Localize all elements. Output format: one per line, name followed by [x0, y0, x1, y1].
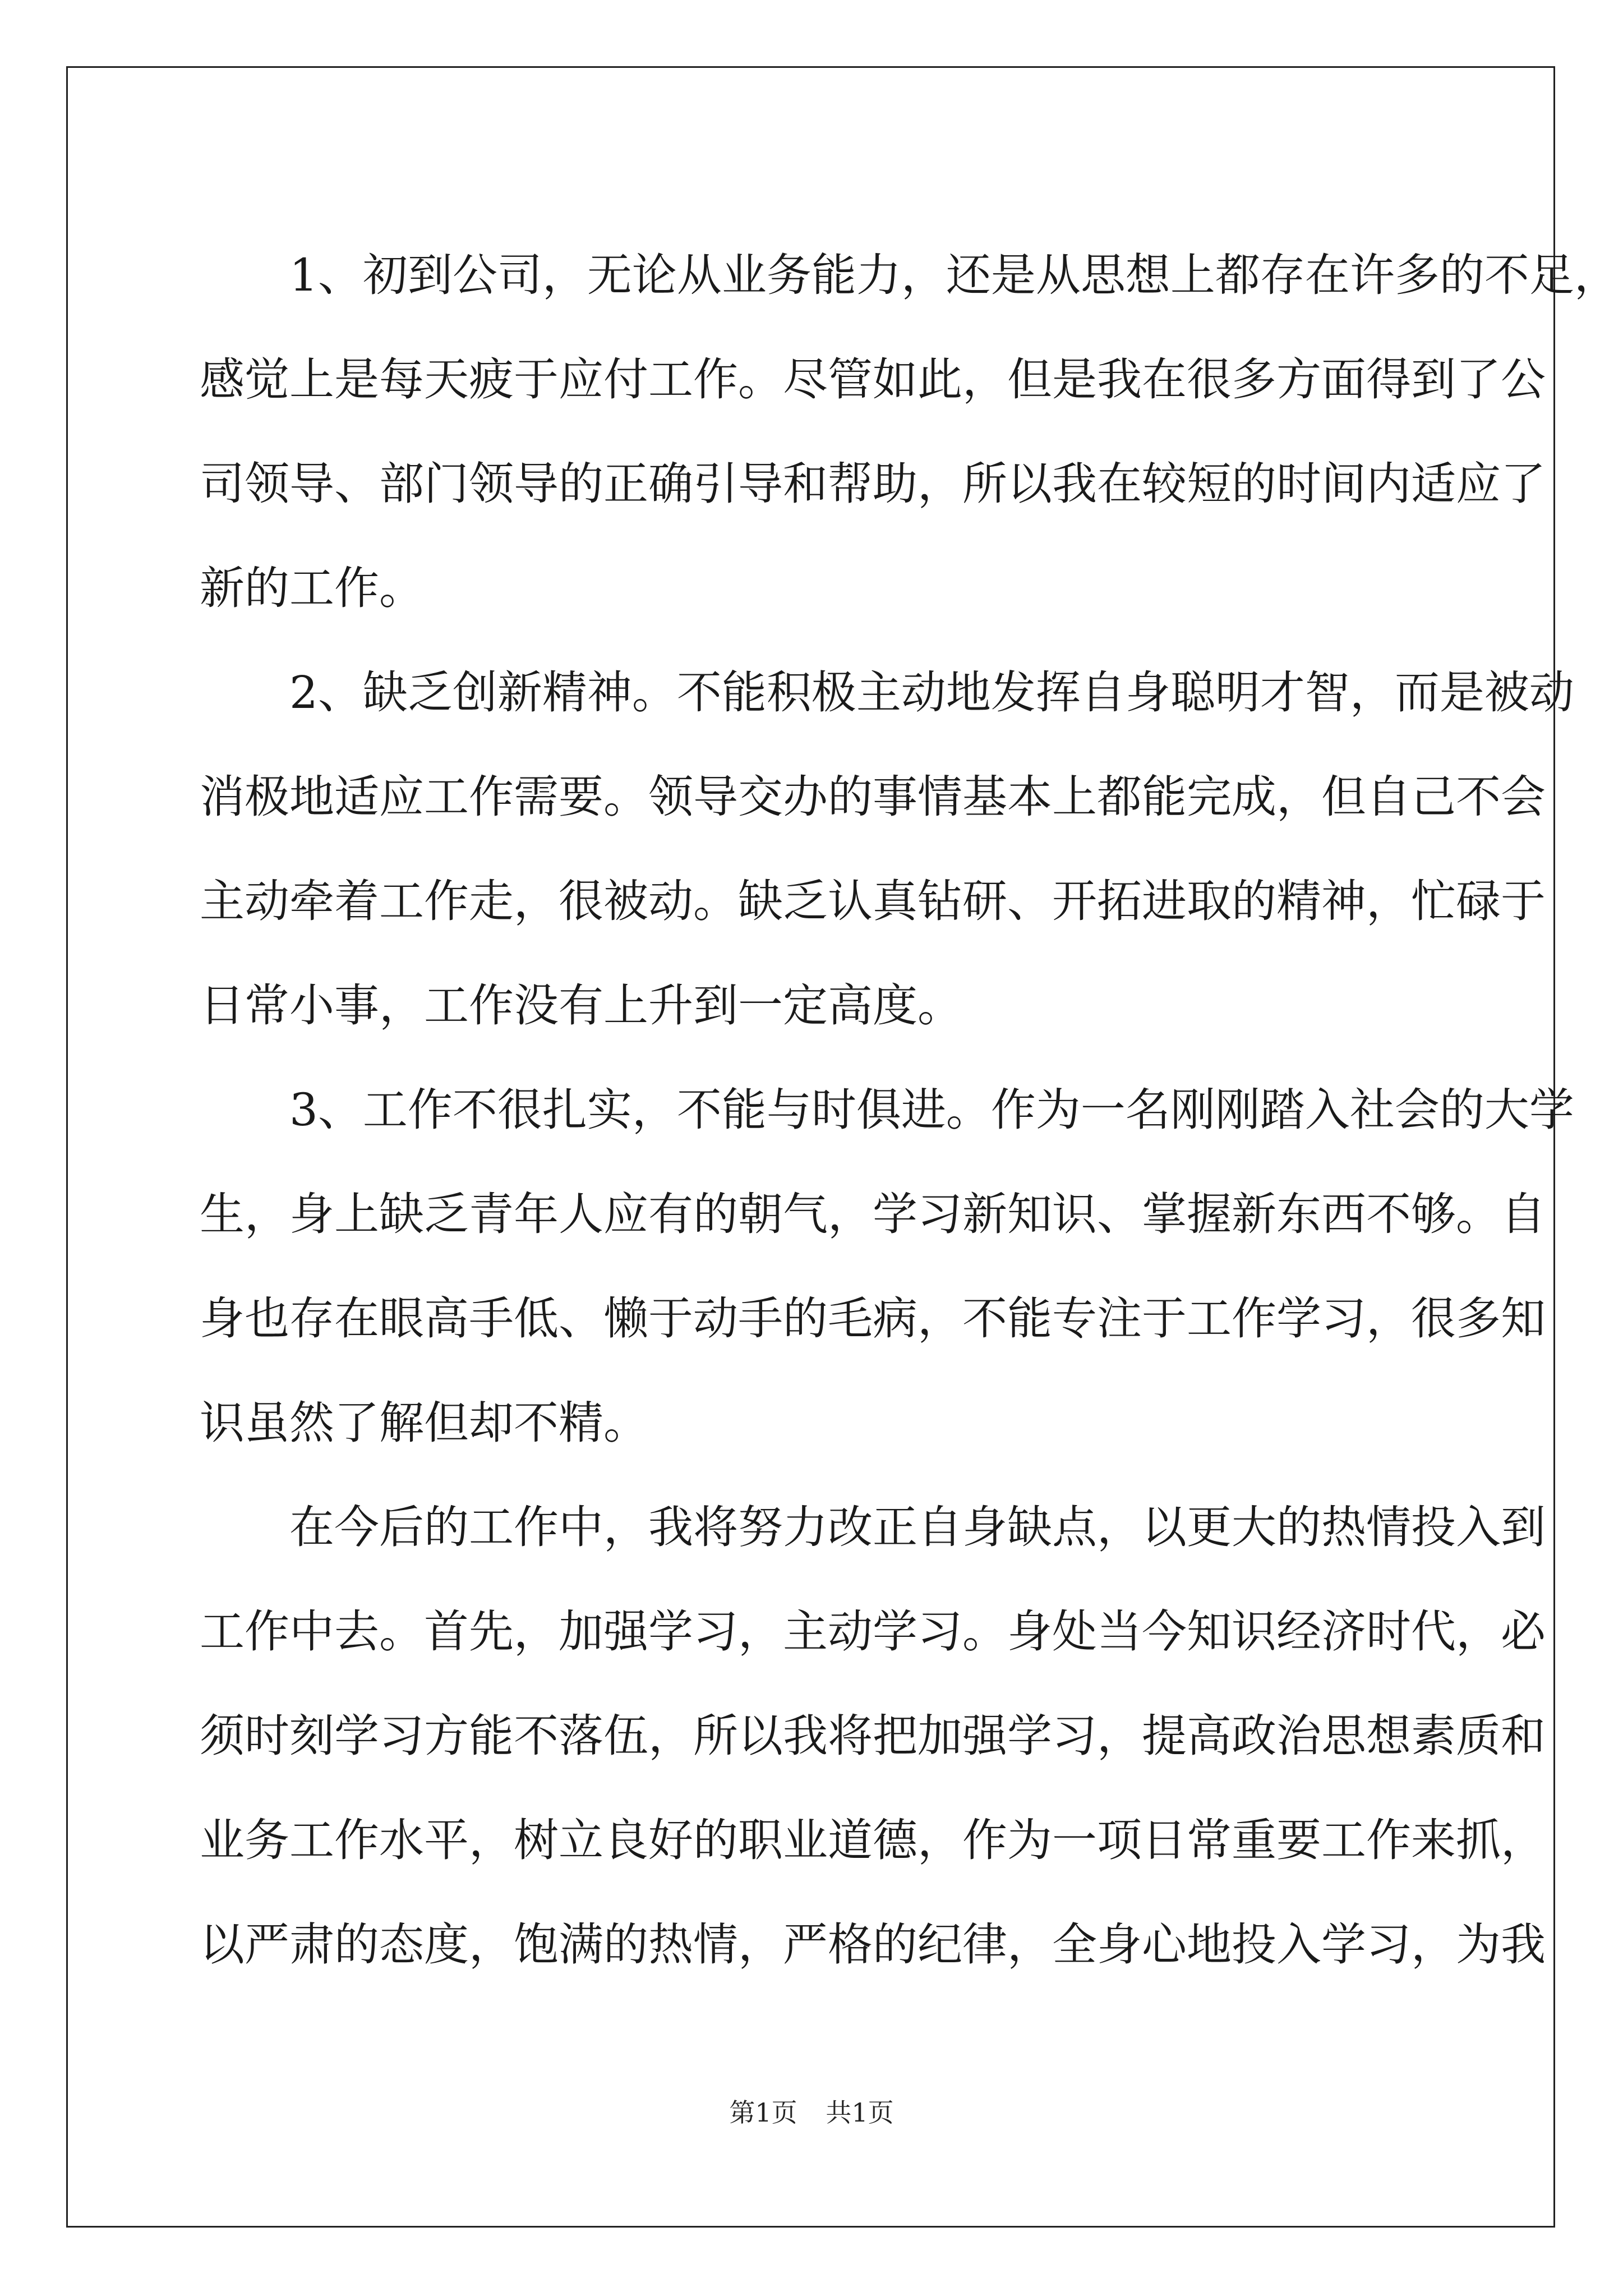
text-line: 感觉上是每天疲于应付工作。尽管如此，但是我在很多方面得到了公: [200, 353, 1546, 406]
text-line: 在今后的工作中，我将努力改正自身缺点，以更大的热情投入到: [289, 1501, 1546, 1553]
text-line: 消极地适应工作需要。领导交办的事情基本上都能完成，但自己不会: [200, 771, 1546, 823]
text-line: 工作中去。首先，加强学习，主动学习。身处当今知识经济时代，必: [200, 1605, 1546, 1658]
text-line: 以严肃的态度，饱满的热情，严格的纪律，全身心地投入学习，为我: [200, 1918, 1546, 1971]
page-number: 第1页: [729, 2097, 797, 2128]
text-line: 3、工作不很扎实，不能与时俱进。作为一名刚刚踏入社会的大学: [289, 1084, 1574, 1136]
text-line: 日常小事，工作没有上升到一定高度。: [200, 979, 962, 1032]
text-line: 司领导、部门领导的正确引导和帮助，所以我在较短的时间内适应了: [200, 458, 1546, 510]
text-line: 2、缺乏创新精神。不能积极主动地发挥自身聪明才智，而是被动: [289, 666, 1574, 719]
text-line: 身也存在眼高手低、懒于动手的毛病，不能专注于工作学习，很多知: [200, 1292, 1546, 1345]
text-line: 1、初到公司，无论从业务能力，还是从思想上都存在许多的不足，: [289, 249, 1619, 301]
text-line: 识虽然了解但却不精。: [200, 1397, 648, 1449]
text-line: 主动牵着工作走，很被动。缺乏认真钻研、开拓进取的精神，忙碌于: [200, 875, 1546, 927]
page-footer: [0, 2092, 1623, 2129]
text-line: 新的工作。: [200, 562, 424, 614]
page-total: 共1页: [826, 2097, 894, 2128]
text-line: 生，身上缺乏青年人应有的朝气，学习新知识、掌握新东西不够。自: [200, 1188, 1546, 1240]
text-line: 业务工作水平，树立良好的职业道德，作为一项日常重要工作来抓，: [200, 1814, 1546, 1866]
text-line: 须时刻学习方能不落伍，所以我将把加强学习，提高政治思想素质和: [200, 1710, 1546, 1762]
